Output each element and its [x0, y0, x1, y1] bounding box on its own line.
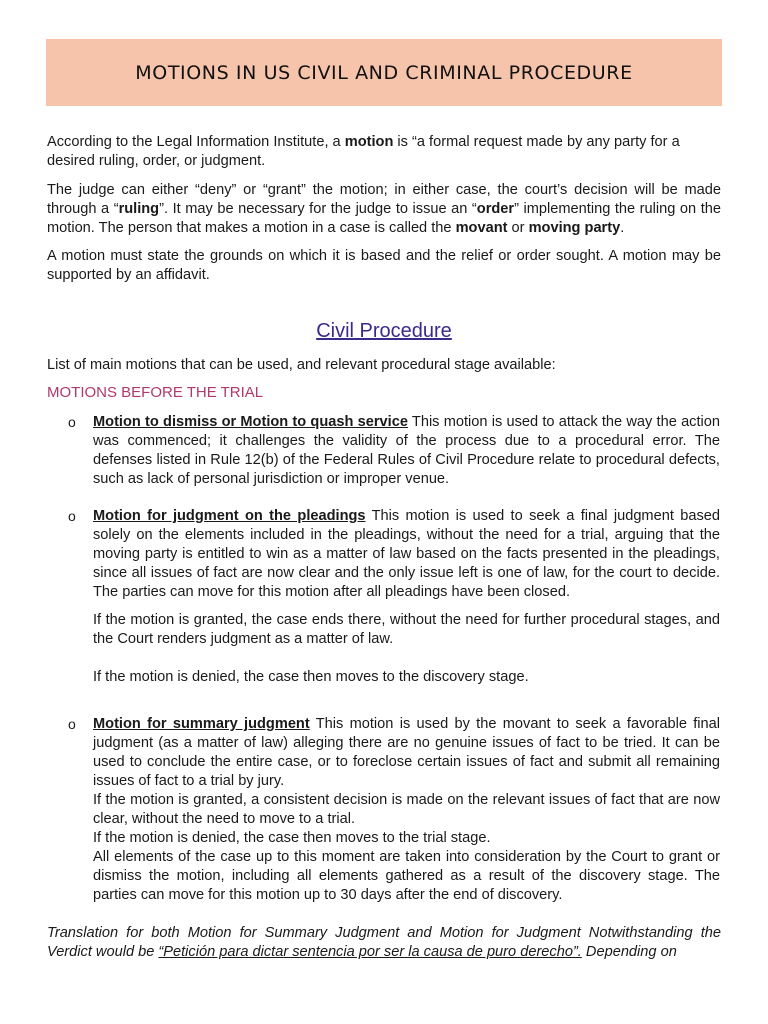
motion-note: All elements of the case up to this moment are taken into consideration by the Court to grant or dismiss the motion, including all elements gathered as a result of the discovery stage. The parties can move for this motion up to 30 days after the end of discovery. [93, 849, 720, 903]
text: The judge can either “deny” or “grant” the motion; in either case, the court’s decision will be made through a “ [47, 182, 721, 217]
motion-note: If the motion is denied, the case then moves to the discovery stage. [93, 669, 529, 685]
intro-paragraph-3: A motion must state the grounds on which it is based and the relief or order sought. A motion may be supported by an affidavit. [47, 248, 721, 283]
spanish-translation: “Petición para dictar sentencia por ser la causa de puro derecho”. [158, 944, 582, 960]
intro-paragraph-1 [47, 133, 721, 171]
motion-text: This motion is used by the movant to seek a favorable final judgment (as a matter of law) alleging there are no genuine issues of fact to be tried. It can be used to conclude the entire case, or to foreclose certain issues of fact and submit all remaining issues of fact to a trial by jury. [93, 716, 720, 789]
term-motion: motion [344, 134, 394, 150]
term-ruling: ruling [118, 201, 160, 217]
text: According to the Legal Information Institute, a [47, 134, 345, 150]
page-title: MOTIONS IN US CIVIL AND CRIMINAL PROCEDURE [135, 61, 633, 84]
text: or [507, 220, 529, 236]
motion-note: If the motion is granted, the case ends there, without the need for further procedural stages, and the Court renders judgment as a matter of law. [93, 612, 720, 647]
term-moving-party: moving party [528, 220, 621, 236]
text: ” implementing the ruling on the motion. The person that makes a motion in a case is called the [47, 201, 721, 236]
list-intro: List of main motions that can be used, and relevant procedural stage available: [47, 357, 556, 373]
text: . [620, 220, 625, 236]
text: ”. It may be necessary for the judge to issue an “ [159, 201, 477, 217]
subheading: MOTIONS BEFORE THE TRIAL [47, 384, 264, 401]
motion-item [93, 413, 720, 489]
motion-text: This motion is used to attack the way the action was commenced; it challenges the validity of the process due to a procedural error. The defenses listed in Rule 12(b) of the Federal Rules of Civil Procedure relate to procedural defects, such as lack of personal jurisdiction or improper venue. [93, 414, 721, 487]
motion-title: Motion for summary judgment [93, 716, 310, 732]
term-order: order [476, 201, 515, 217]
term-movant: movant [455, 220, 508, 236]
motion-text: This motion is used to seek a final judgment based solely on the elements included in the pleadings, without the need for a trial, arguing that the moving party is entitled to win as a matter of law based on the facts presented in the pleadings, since all issues of fact are now clear and the only issue left is one of law, for the court to decide. The parties can move for this motion after all pleadings have been closed. [93, 508, 720, 600]
motion-title: Motion to dismiss or Motion to quash service [93, 414, 408, 430]
bullet-icon: o [68, 414, 76, 430]
intro-paragraph-2 [47, 181, 721, 238]
motion-item [93, 715, 720, 791]
bullet-icon: o [68, 508, 76, 524]
motion-item [93, 507, 720, 602]
section-title: Civil Procedure [316, 320, 452, 342]
translation-note [47, 924, 721, 962]
title-banner [46, 39, 722, 106]
bullet-icon: o [68, 716, 76, 732]
text: is “a formal request made by any party for a desired ruling, order, or judgment. [47, 134, 680, 169]
intro-section [47, 133, 721, 285]
motion-note: If the motion is denied, the case then moves to the trial stage. [93, 830, 491, 846]
motion-title: Motion for judgment on the pleadings [93, 508, 366, 524]
motion-note: If the motion is granted, a consistent decision is made on the relevant issues of fact that are now clear, without the need to move to a trial. [93, 792, 720, 827]
text: Translation for both Motion for Summary Judgment and Motion for Judgment Notwithstanding the Verdict would be [47, 925, 721, 960]
text: Depending on [581, 944, 677, 960]
